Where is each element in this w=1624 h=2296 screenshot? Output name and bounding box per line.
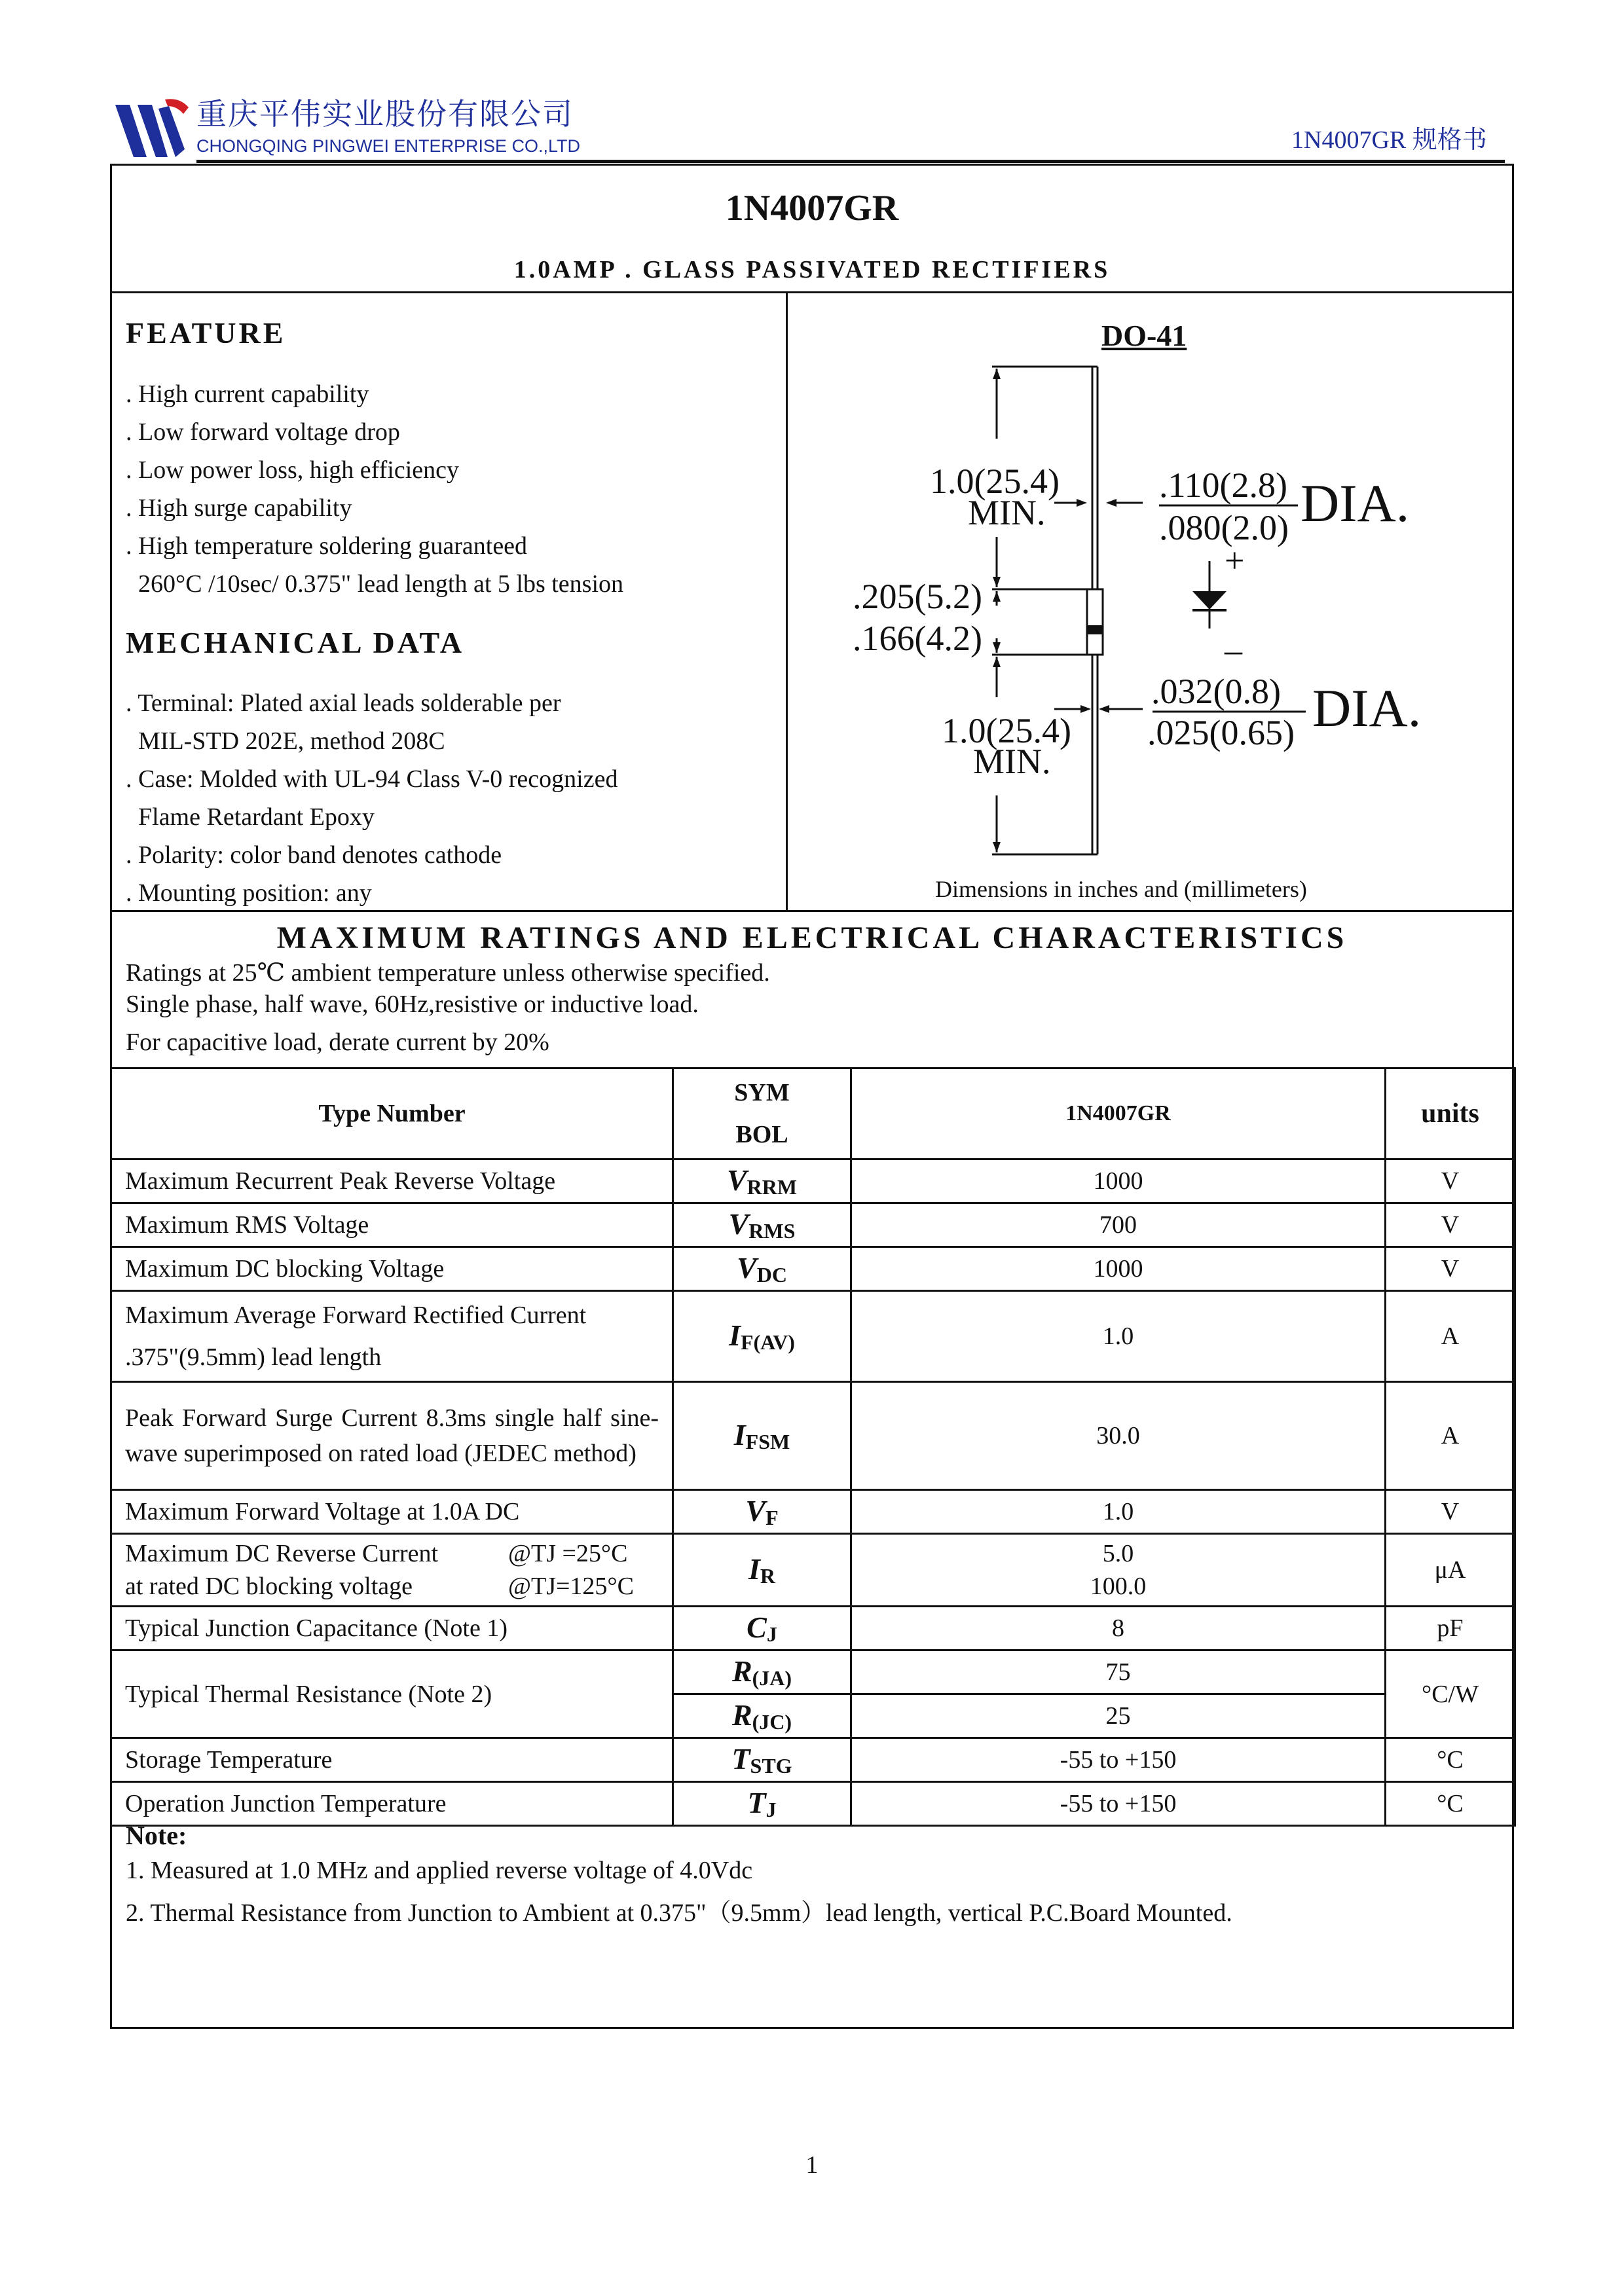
param-symbol: $I_{F(AV)}$ [673,1291,851,1382]
param-symbol: $R_{(JA)}$ [673,1650,851,1694]
body-diameter-min: .080(2.0) [1159,508,1289,547]
notes-heading: Note: [126,1821,187,1850]
param-value: 30.0 [851,1382,1386,1490]
dimensions-note: Dimensions in inches and (millimeters) [935,876,1307,902]
param-desc: Maximum Recurrent Peak Reverse Voltage [111,1159,673,1203]
table-header-row [111,1068,1515,1159]
param-symbol: $T_{STG}$ [673,1738,851,1782]
param-value: 1.0 [851,1490,1386,1534]
header-units: units [1386,1068,1515,1159]
mechanical-item: . Mounting position: any [126,879,372,907]
feature-item: 260°C /10sec/ 0.375" lead length at 5 lbs tension [126,570,623,598]
mechanical-item: . Polarity: color band denotes cathode [126,841,502,869]
param-unit: °C [1386,1782,1515,1826]
ratings-note: For capacitive load, derate current by 20% [126,1029,549,1056]
param-symbol: $V_{RRM}$ [673,1159,851,1203]
table-row [111,1203,1515,1247]
param-symbol: $T_J$ [673,1782,851,1826]
param-value: -55 to +150 [851,1782,1386,1826]
table-row [111,1247,1515,1291]
feature-item: . High temperature soldering guaranteed [126,532,528,560]
body-diameter-max: .110(2.8) [1159,465,1287,505]
document-title: 1N4007GR 规格书 [1291,126,1487,154]
param-value: 25 [851,1694,1386,1738]
feature-heading: FEATURE [126,316,286,350]
param-value: -55 to +150 [851,1738,1386,1782]
lead-diameter-label: DIA. [1312,678,1422,738]
body-diameter-label: DIA. [1301,473,1410,533]
param-desc: Maximum RMS Voltage [111,1203,673,1247]
param-desc: Maximum Average Forward Rectified Current .375"(9.5mm) lead length [111,1291,673,1382]
table-row [111,1738,1515,1782]
lead-diameter-max: .032(0.8) [1151,672,1281,711]
ratings-table [110,1067,1516,1827]
param-unit: A [1386,1382,1515,1490]
company-logo [115,97,191,160]
param-unit: A [1386,1291,1515,1382]
table-row [111,1159,1515,1203]
lead-length-bottom-min: MIN. [973,742,1051,781]
feature-item: . High current capability [126,380,369,408]
param-unit: V [1386,1490,1515,1534]
ratings-note: Single phase, half wave, 60Hz,resistive or inductive load. [126,991,699,1018]
param-symbol: $I_R$ [673,1534,851,1607]
table-row [111,1382,1515,1490]
body-length-min: .166(4.2) [853,619,982,658]
param-unit: V [1386,1159,1515,1203]
header-type-number: Type Number [111,1068,673,1159]
param-desc: Storage Temperature [111,1738,673,1782]
feature-item: . Low power loss, high efficiency [126,456,460,484]
lead-length-bottom: 1.0(25.4) [942,711,1071,750]
param-value: 75 [851,1650,1386,1694]
polarity-minus: – [1225,630,1242,670]
param-value: 1000 [851,1159,1386,1203]
param-desc: Typical Thermal Resistance (Note 2) [111,1650,673,1738]
param-value: 700 [851,1203,1386,1247]
mechanical-heading: MECHANICAL DATA [126,626,465,659]
mechanical-item: Flame Retardant Epoxy [126,803,375,831]
param-desc: Maximum DC Reverse Current @TJ =25°C at rated DC blocking voltage @TJ=125°C [111,1534,673,1607]
polarity-plus: + [1225,541,1245,580]
param-value: 8 [851,1607,1386,1650]
param-unit: pF [1386,1607,1515,1650]
page-number: 1 [805,2151,819,2179]
param-unit: V [1386,1247,1515,1291]
param-desc: Typical Junction Capacitance (Note 1) [111,1607,673,1650]
header-symbol: SYM BOL [673,1068,851,1159]
table-row [111,1490,1515,1534]
param-symbol: $C_J$ [673,1607,851,1650]
company-name-cn: 重庆平伟实业股份有限公司 [196,96,574,132]
lead-length-top: 1.0(25.4) [930,462,1060,501]
param-symbol: $I_{FSM}$ [673,1382,851,1490]
product-subtitle: 1.0AMP . GLASS PASSIVATED RECTIFIERS [513,256,1111,283]
feature-item: . High surge capability [126,494,352,522]
part-number-title: 1N4007GR [725,188,899,228]
param-desc: Operation Junction Temperature [111,1782,673,1826]
table-row [111,1534,1515,1607]
divider [110,910,1514,912]
company-name-en: CHONGQING PINGWEI ENTERPRISE CO.,LTD [196,136,581,156]
feature-item: . Low forward voltage drop [126,418,400,446]
param-symbol: $V_{RMS}$ [673,1203,851,1247]
lead-length-top-min: MIN. [968,493,1046,532]
package-name: DO-41 [1101,319,1187,352]
mechanical-item: . Case: Molded with UL-94 Class V-0 recognized [126,765,618,793]
param-value: 5.0 100.0 [851,1534,1386,1607]
lead-diameter-min: .025(0.65) [1147,713,1295,752]
param-desc: Peak Forward Surge Current 8.3ms single half sine-wave superimposed on rated load (JEDEC method) [111,1382,673,1490]
param-desc: Maximum Forward Voltage at 1.0A DC [111,1490,673,1534]
param-symbol: $V_{DC}$ [673,1247,851,1291]
table-row [111,1607,1515,1650]
table-row [111,1291,1515,1382]
param-unit: V [1386,1203,1515,1247]
param-desc: Maximum DC blocking Voltage [111,1247,673,1291]
param-value: 1.0 [851,1291,1386,1382]
param-value: 1000 [851,1247,1386,1291]
mechanical-item: MIL-STD 202E, method 208C [126,727,445,755]
param-unit: °C/W [1386,1650,1515,1738]
note-item: 2. Thermal Resistance from Junction to Ambient at 0.375"（9.5mm）lead length, vertical P.C.Board Mounted. [126,1899,1232,1927]
ratings-heading: MAXIMUM RATINGS AND ELECTRICAL CHARACTERISTICS [276,920,1348,955]
ratings-note: Ratings at 25℃ ambient temperature unless otherwise specified. [126,959,770,987]
param-unit: μA [1386,1534,1515,1607]
body-length-max: .205(5.2) [853,577,982,616]
param-symbol: $R_{(JC)}$ [673,1694,851,1738]
param-symbol: $V_F$ [673,1490,851,1534]
table-row [111,1650,1515,1694]
note-item: 1. Measured at 1.0 MHz and applied reverse voltage of 4.0Vdc [126,1857,753,1884]
param-unit: °C [1386,1738,1515,1782]
mechanical-item: . Terminal: Plated axial leads solderable per [126,689,561,717]
header-rule [196,160,1505,163]
table-row [111,1782,1515,1826]
header-part-number: 1N4007GR [851,1068,1386,1159]
